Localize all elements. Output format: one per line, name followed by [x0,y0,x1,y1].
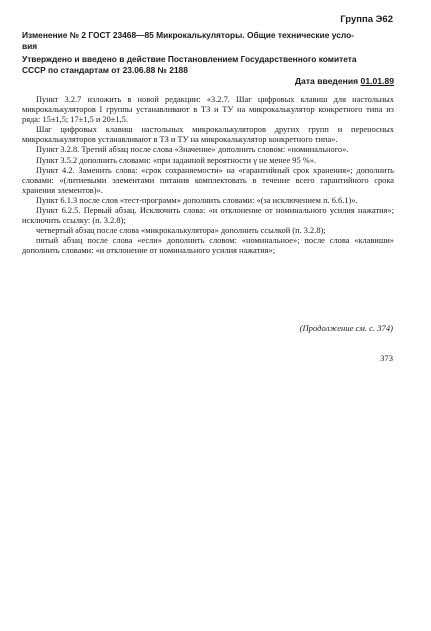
approval-line-2: СССР по стандартам от 23.06.88 № 2188 [22,65,188,75]
effective-date-label: Дата введения [294,76,359,86]
paragraph: Пункт 6.2.5. Первый абзац. Исключить слова: «и отклонение от номинального усилия нажатия»; исключить ссылку: (п. 3.2.8); [22,206,394,226]
paragraph: пятый абзац после слова «если» дополнить словом: «номинальное»; после слова «клавиши» дополнить словами: «и отклонение от номинального усилия нажатия»; [22,236,394,256]
amendment-body [22,95,394,257]
approval-line-1: Утверждено и введено в действие Постановлением Государственного комитета [22,54,357,64]
page-number: 373 [380,353,393,363]
group-label: Группа Э62 [340,14,393,25]
paragraph: Пункт 6.1.3 после слов «тест-программ» дополнить словами: «(за исключением п. 6.6.1)». [36,195,358,205]
amendment-title-line-1: Изменение № 2 ГОСТ 23468—85 Микрокалькуляторы. Общие технические усло- [22,30,354,40]
paragraph: Пункт 3.5.2 дополнить словами: «при заданной вероятности γ не менее 95 %». [36,155,317,165]
paragraph: Шаг цифровых клавиш настольных микрокалькуляторов других групп и переносных микрокалькуляторов устанавливают в ТЗ и ТУ на микрокалькулятор конкретного типа». [22,125,394,145]
paragraph: Пункт 3.2.8. Третий абзац после слова «Значение» дополнить словом: «номинального». [36,145,349,155]
paragraph: Пункт 3.2.7 изложить в новой редакции: «3.2.7. Шаг цифровых клавиш для настольных микрокалькуляторов I группы устанавливают в ТЗ и ТУ на микрокалькулятор конкретного типа из ряда: 15±1,5; 17±1,5 и 20±1,5. [22,95,394,125]
paragraph: четвертый абзац после слова «микрокалькулятора» дополнить ссылкой (п. 3.2.8); [36,226,326,236]
amendment-title-line-2: вия [22,41,38,51]
effective-date-value: 01.01.89 [360,76,394,86]
continuation-note: (Продолжение см. с. 374) [299,323,393,333]
paragraph: Пункт 4.2. Заменить слова: «срок сохраняемости» на «гарантийный срок хранения»; дополнить словами: «(литиевыми элементами питания комплектовать в течение всего гарантийного срока хранения элементов)». [22,165,394,195]
effective-date [295,76,394,86]
